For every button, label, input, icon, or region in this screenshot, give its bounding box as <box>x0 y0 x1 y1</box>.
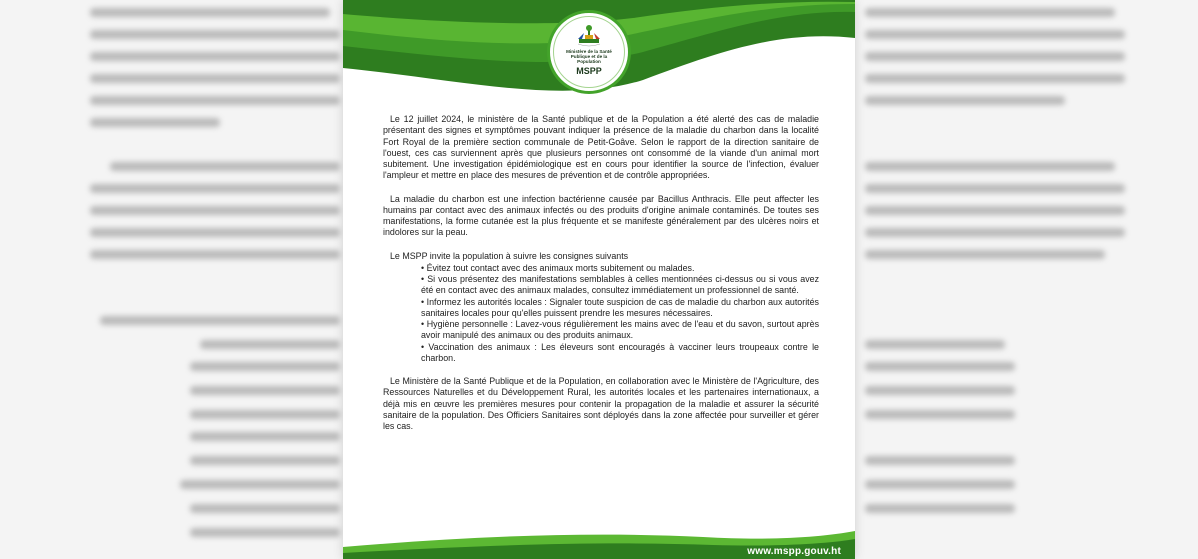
haiti-coat-of-arms-icon <box>576 25 602 47</box>
instructions-list <box>421 263 819 364</box>
logo-acronym: MSPP <box>576 66 602 76</box>
logo-ministry-name: Ministère de la Santé Publique et de la Population <box>566 49 612 64</box>
press-release-page <box>343 0 855 559</box>
list-item: • Évitez tout contact avec des animaux morts subitement ou malades. <box>421 263 819 274</box>
paragraph-response: Le Ministère de la Santé Publique et de la Population, en collaboration avec le Ministère de l'Agriculture, des Ressources Naturelles et du Développement Rural, les autorités locales et les partenaires internationaux, a déjà mis en œuvre les premières mesures pour contenir la propagation de la maladie et assurer la sécurité sanitaire de la population. Des Officiers Sanitaires sont déployés dans la zone affectée pour surveiller et gérer les cas. <box>383 376 819 431</box>
paragraph-disease-info: La maladie du charbon est une infection bactérienne causée par Bacillus Anthracis. Elle peut affecter les humains par contact avec des animaux infectés ou des produits d'origine animale contaminés. De toutes ses manifestations, la forme cutanée est la plus fréquente et se manifeste généralement par des ulcères noirs et indolores sur la peau. <box>383 193 819 238</box>
press-release-body <box>383 114 819 444</box>
paragraph-instructions-intro: Le MSPP invite la population à suivre les consignes suivants <box>390 250 629 261</box>
blurred-background-left <box>0 0 343 559</box>
list-item: • Hygiène personnelle : Lavez-vous régulièrement les mains avec de l'eau et du savon, surtout après avoir manipulé des animaux ou des produits animaux. <box>421 319 819 342</box>
mspp-logo <box>547 10 631 94</box>
website-link[interactable]: www.mspp.gouv.ht <box>747 546 841 557</box>
list-item: • Informez les autorités locales : Signaler toute suspicion de cas de maladie du charbon aux autorités sanitaires locales pour qu'elles puissent prendre les mesures nécessaires. <box>421 297 819 320</box>
paragraph-alert: Le 12 juillet 2024, le ministère de la Santé publique et de la Population a été alerté des cas de maladie présentant des signes et symptômes pouvant indiquer la présence de la maladie du charbon dans la localité Fort Royal de la première section communale de Petit-Goâve. Selon le rapport de la direction sanitaire de l'ouest, ces cas surviennent après que plusieurs personnes ont consommé de la viande d'un animal mort subitement. Une investigation épidémiologique est en cours pour identifier la source de l'infection, évaluer l'ampleur et mettre en place des mesures de prévention et de contrôle appropriées. <box>383 114 819 181</box>
blurred-background-right <box>855 0 1198 559</box>
list-item: • Vaccination des animaux : Les éleveurs sont encouragés à vacciner leurs troupeaux contre le charbon. <box>421 342 819 365</box>
list-item: • Si vous présentez des manifestations semblables à celles mentionnées ci-dessus ou si vous avez été en contact avec des animaux malades, consultez immédiatement un professionnel de santé. <box>421 274 819 297</box>
